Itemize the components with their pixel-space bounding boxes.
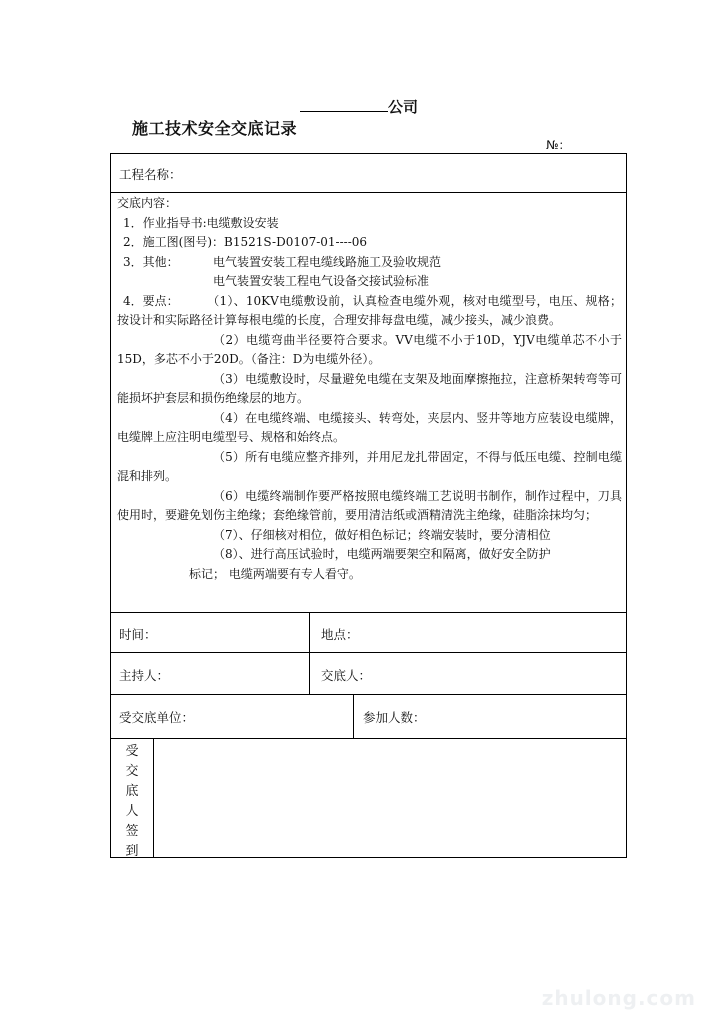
sign-char: 人 (125, 804, 139, 819)
point-1-text: （1）、10KV电缆敷设前，认真检查电缆外观，核对电缆型号，电压、规格；按设计和实际路径计算每根电缆的长度，合理安排每盘电缆，减少接头，减少浪费。 (117, 293, 622, 327)
item-4-point-1 (117, 292, 622, 331)
host-label: 主持人： (119, 668, 170, 683)
sign-char: 交 (125, 764, 139, 779)
item-4-label: 4．要点： (123, 293, 179, 308)
point-8-continued: 标记； 电缆两端要有专人看守。 (189, 566, 361, 581)
item-3-ref-2: 电气装置安装工程电气设备交接试验标准 (213, 274, 430, 288)
row-divider (111, 694, 626, 695)
record-form (110, 153, 627, 858)
participants-label: 参加人数： (363, 710, 426, 725)
presenter-label: 交底人： (321, 668, 372, 683)
point-2: （2）电缆弯曲半径要符合要求。VV电缆不小于10D，YJV电缆单芯不小于15D，多芯不小于20D。（备注：D为电缆外径）。 (117, 332, 622, 366)
point-5: （5）所有电缆应整齐排列，并用尼龙扎带固定，不得与低压电缆、控制电缆混和排列。 (117, 449, 622, 483)
item-3-ref-1: 电气装置安装工程电缆线路施工及验收规范 (213, 254, 442, 269)
company-line (300, 96, 418, 117)
place-label: 地点： (321, 627, 359, 642)
col-divider (353, 694, 354, 738)
time-label: 时间： (119, 627, 157, 642)
row-divider (111, 612, 626, 613)
point-4: （4）在电缆终端、电缆接头、转弯处，夹层内、竖井等地方应装设电缆牌，电缆牌上应注明电缆型号、规格和始终点。 (117, 410, 622, 444)
sign-char: 底 (125, 784, 139, 799)
point-6: （6）电缆终端制作要严格按照电缆终端工艺说明书制作，制作过程中，刀具使用时，要避免划伤主绝缘；套绝缘管前，要用清洁纸或酒精清洗主绝缘，硅脂涂抹均匀； (117, 488, 622, 522)
sign-char: 受 (125, 744, 139, 759)
sign-char: 签 (125, 824, 139, 839)
watermark: zhulong.com (541, 986, 696, 1010)
disclosure-content (117, 196, 622, 584)
content-label: 交底内容： (117, 196, 178, 210)
point-7: （7）、仔细核对相位，做好相色标记；终端安装时，要分清相位 (213, 527, 551, 542)
point-3: （3）电缆敷设时，尽量避免电缆在支架及地面摩擦拖拉，注意桥架转弯等可能损坏护套层和损伤绝缘层的地方。 (117, 371, 622, 405)
point-8: （8）、进行高压试验时，电缆两端要架空和隔离，做好安全防护 (213, 547, 551, 561)
company-blank (300, 97, 388, 112)
sign-in-label (123, 742, 141, 862)
col-divider (153, 738, 154, 858)
item-3-label: 3．其他： (123, 254, 179, 269)
project-name-label: 工程名称： (119, 167, 182, 182)
recipient-unit-label: 受交底单位： (119, 710, 195, 725)
item-3-refs (213, 253, 441, 292)
col-divider (309, 612, 310, 694)
company-suffix: 公司 (388, 98, 419, 116)
row-divider (111, 738, 626, 739)
item-1: 1．作业指导书:电缆敷设安装 (123, 215, 279, 230)
item-2: 2．施工图(图号)：B1521S-D0107-01----06 (123, 235, 368, 249)
row-divider (111, 192, 626, 193)
item-3 (117, 253, 622, 292)
doc-title: 施工技术安全交底记录 (132, 119, 298, 138)
row-divider (111, 652, 626, 653)
sign-char: 到 (125, 844, 139, 859)
doc-number-label: №： (546, 138, 571, 152)
